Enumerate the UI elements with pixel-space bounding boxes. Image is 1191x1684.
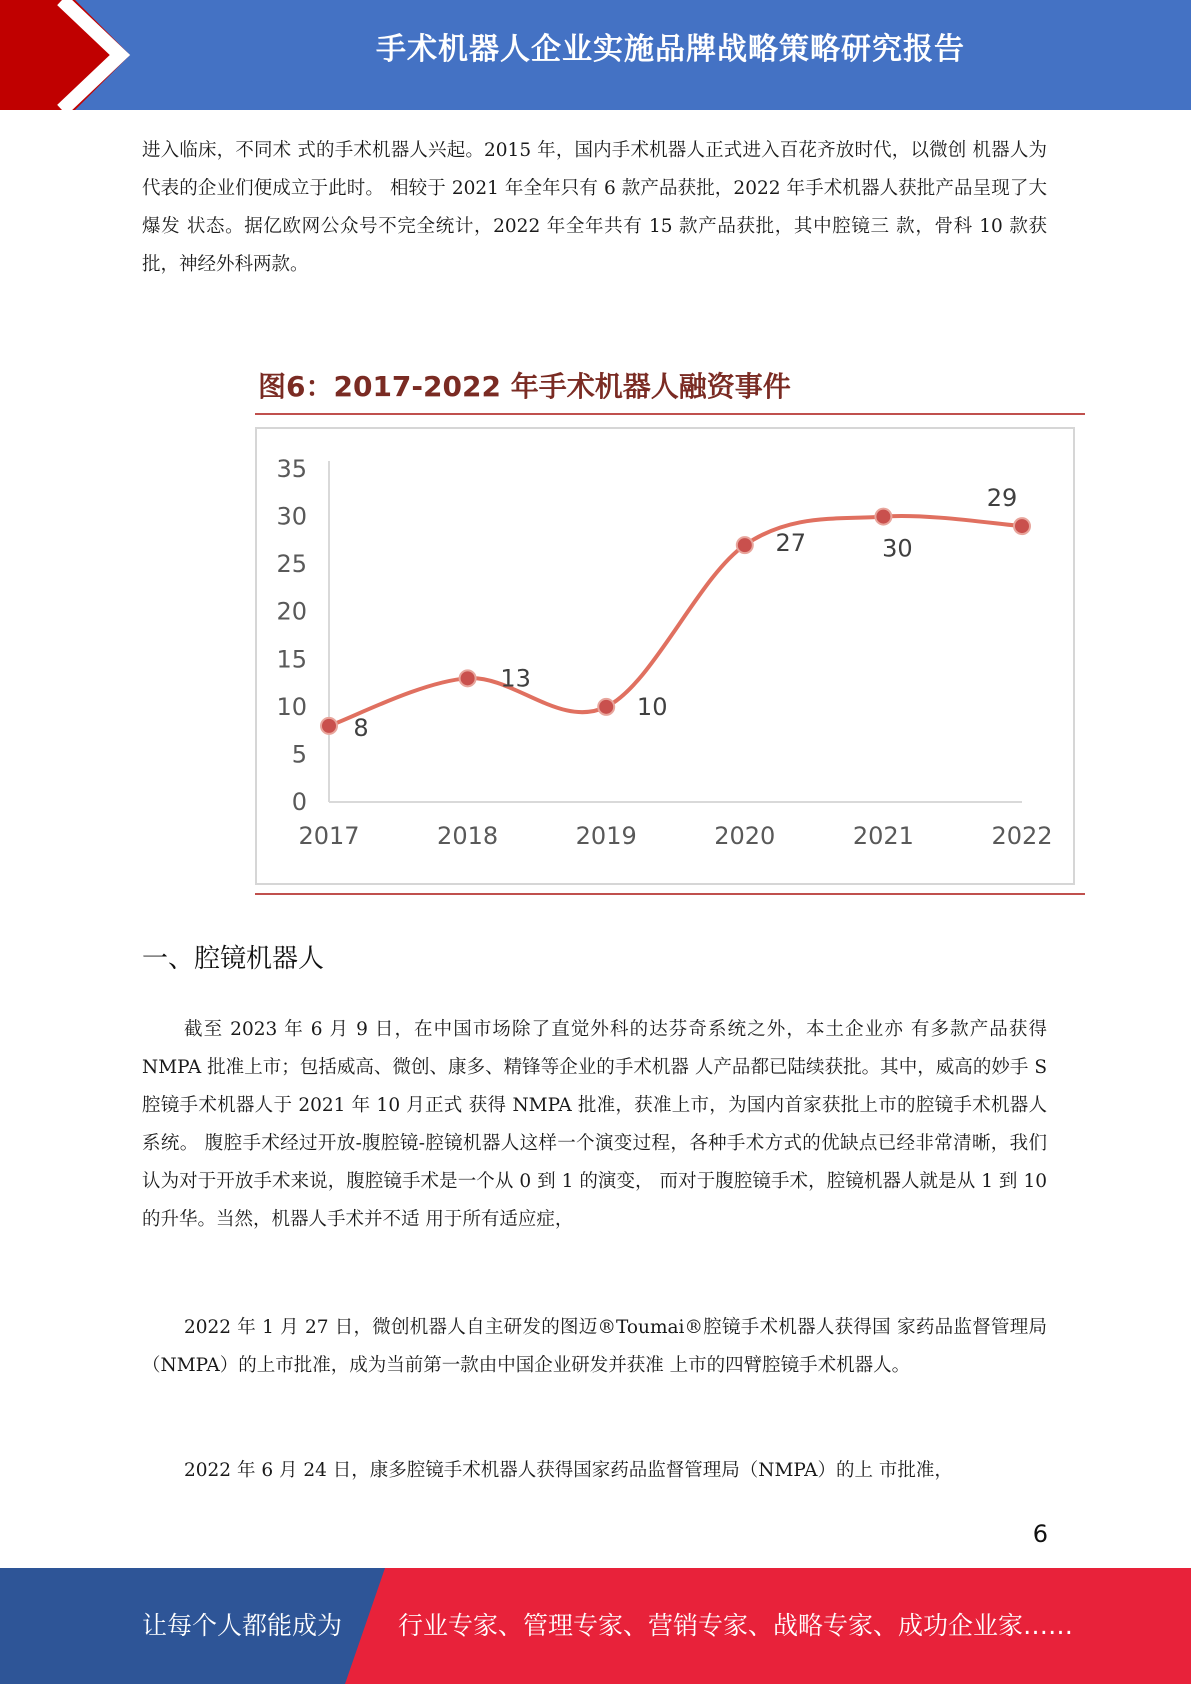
- x-tick-label: 2018: [437, 822, 499, 850]
- series-marker: [598, 699, 614, 715]
- series-marker: [460, 670, 476, 686]
- y-tick-label: 30: [276, 502, 307, 531]
- footer-slogan-left: 让每个人都能成为: [142, 1611, 343, 1640]
- data-label: 27: [775, 529, 807, 558]
- footer-slogan-right: 行业专家、管理专家、营销专家、战略专家、成功企业家……: [398, 1611, 1074, 1640]
- series-markers: [321, 509, 1030, 734]
- x-tick-label: 2017: [298, 822, 360, 850]
- body-paragraph-2: 2022 年 1 月 27 日，微创机器人自主研发的图迈®Toumai®腔镜手术机器人获得国 家药品监督管理局（NMPA）的上市批准，成为当前第一款由中国企业研发并获准 上市的四臂腔镜手术机器人。: [142, 1317, 1047, 1376]
- series-marker: [321, 718, 337, 734]
- x-tick-labels: [298, 822, 1052, 850]
- y-tick-label: 0: [291, 788, 307, 816]
- figure-title: 图6：2017-2022 年手术机器人融资事件: [258, 370, 791, 403]
- footer-banner: [0, 1568, 1191, 1684]
- data-label: 8: [353, 713, 369, 742]
- y-tick-label: 35: [276, 455, 307, 483]
- series-line: [329, 516, 1022, 726]
- x-tick-label: 2020: [714, 822, 776, 850]
- report-header: [0, 0, 1191, 110]
- data-label: 10: [636, 692, 668, 721]
- x-tick-label: 2019: [575, 822, 637, 850]
- data-label: 29: [986, 484, 1018, 513]
- page-number: 6: [1032, 1520, 1048, 1548]
- x-tick-label: 2021: [852, 822, 914, 850]
- series-marker: [737, 537, 753, 553]
- y-tick-label: 20: [276, 597, 307, 626]
- section-heading: 一、腔镜机器人: [142, 944, 325, 974]
- y-tick-labels: [276, 455, 307, 816]
- chart-container: [255, 427, 1075, 885]
- data-label: 13: [500, 664, 531, 693]
- body-paragraph-1: 截至 2023 年 6 月 9 日，在中国市场除了直觉外科的达芬奇系统之外，本土企业亦 有多款产品获得 NMPA 批准上市；包括威高、微创、康多、精锋等企业的手术机器 人产品都已陆续获批。其中，威高的妙手 S 腔镜手术机器人于 2021 年 10 月正式 获得 NMPA 批准，获准上市，为国内首家获批上市的腔镜手术机器人系统。 腹腔手术经过开放-腹腔镜-腔镜机器人这样一个演变过程，各种手术方式的优缺点已经非常清晰，我们认为对于开放手术来说，腹腔镜手术是一个从 0 到 1 的演变， 而对于腹腔镜手术，腔镜机器人就是从 1 到 10 的升华。当然，机器人手术并不适 用于所有适应症，: [142, 1019, 1047, 1230]
- series-marker: [1014, 518, 1030, 534]
- y-tick-label: 15: [276, 645, 307, 674]
- y-tick-label: 5: [291, 740, 307, 769]
- y-tick-label: 25: [276, 550, 307, 579]
- x-tick-label: 2022: [991, 822, 1053, 850]
- financing-line-chart: [257, 429, 1073, 883]
- report-title: 手术机器人企业实施品牌战略策略研究报告: [376, 32, 965, 67]
- y-tick-label: 10: [276, 692, 307, 721]
- figure-top-rule: [255, 413, 1085, 415]
- header-arrow-icon: [0, 0, 160, 110]
- series-marker: [875, 509, 891, 525]
- intro-paragraph: 进入临床，不同术 式的手术机器人兴起。2015 年，国内手术机器人正式进入百花齐放时代，以微创 机器人为代表的企业们便成立于此时。 相较于 2021 年全年只有 6 款产品获批，2022 年手术机器人获批产品呈现了大爆发 状态。据亿欧网公众号不完全统计，2022 年全年共有 15 款产品获批，其中腔镜三 款，骨科 10 款获批，神经外科两款。: [142, 140, 1047, 275]
- data-label: 30: [882, 534, 913, 563]
- figure-bottom-rule: [255, 893, 1085, 895]
- body-paragraph-3: 2022 年 6 月 24 日，康多腔镜手术机器人获得国家药品监督管理局（NMPA）的上 市批准，: [184, 1460, 953, 1481]
